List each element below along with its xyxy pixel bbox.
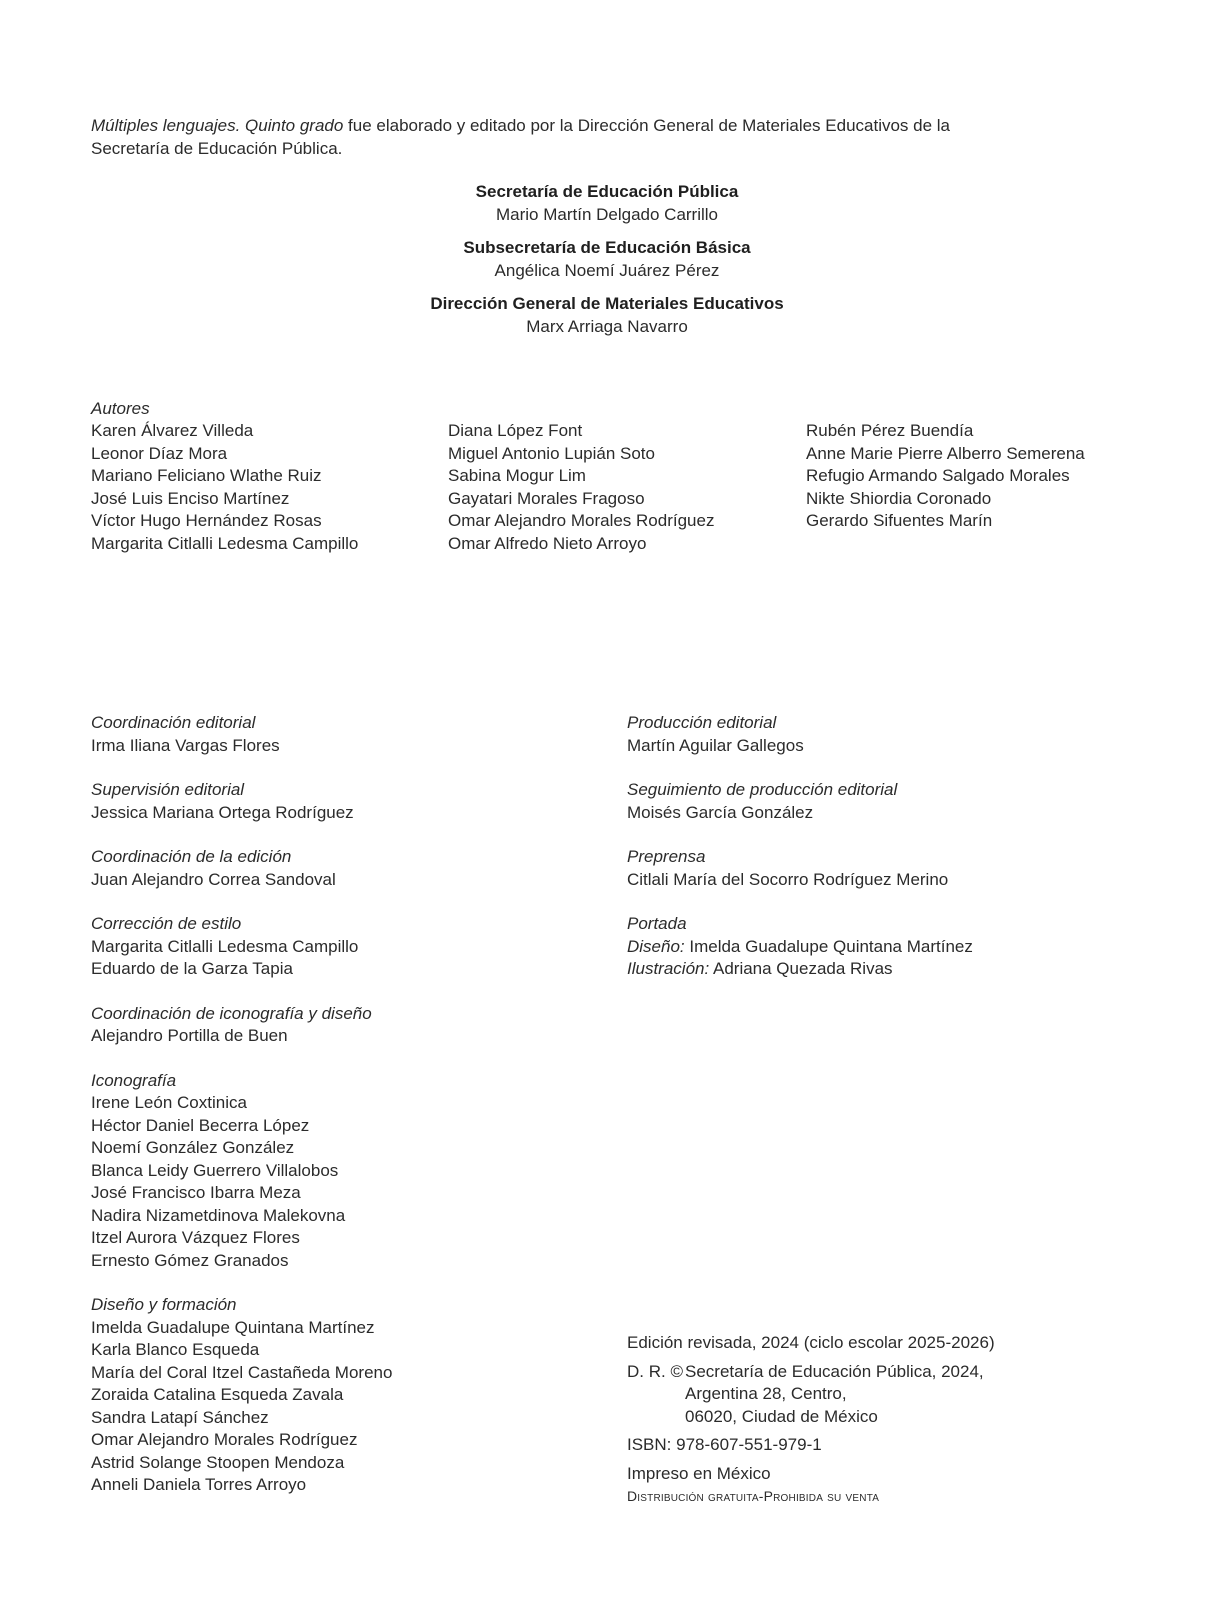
authors-column-2 xyxy=(448,420,714,555)
list-item: Diana López Font xyxy=(448,421,583,440)
list-item: Refugio Armando Salgado Morales xyxy=(806,466,1070,485)
official-title: Secretaría de Educación Pública xyxy=(475,182,739,201)
credit-group xyxy=(91,846,611,891)
credit-group xyxy=(91,1003,611,1048)
credit-name: Anneli Daniela Torres Arroyo xyxy=(91,1475,307,1494)
distribution-note: Distribución gratuita-Prohibida su venta xyxy=(627,1488,880,1504)
credit-label: Coordinación editorial xyxy=(91,713,256,732)
credit-name: Jessica Mariana Ortega Rodríguez xyxy=(91,802,354,822)
officials-block xyxy=(0,181,1214,349)
credit-label: Coordinación de iconografía y diseño xyxy=(91,1003,372,1023)
credit-group xyxy=(91,1294,611,1497)
credit-name: Ernesto Gómez Granados xyxy=(91,1250,289,1270)
official-title: Dirección General de Materiales Educativos xyxy=(430,294,784,313)
list-item: Argentina 28, Centro, xyxy=(685,1384,847,1403)
copyright-prefix: D. R. © xyxy=(627,1361,683,1381)
official-name: Angélica Noemí Juárez Pérez xyxy=(494,260,720,280)
credit-label: Coordinación de la edición xyxy=(91,847,292,866)
intro-paragraph xyxy=(91,115,1031,160)
list-item: Anne Marie Pierre Alberro Semerena xyxy=(806,443,1085,463)
list-item: Nikte Shiordia Coronado xyxy=(806,488,992,508)
credit-name: Moisés García González xyxy=(627,802,814,822)
credit-name: Juan Alejandro Correa Sandoval xyxy=(91,869,336,889)
list-item: José Luis Enciso Martínez xyxy=(91,488,290,508)
credit-label: Seguimiento de producción editorial xyxy=(627,780,898,799)
book-title: Múltiples lenguajes. Quinto grado xyxy=(91,116,344,135)
credit-group xyxy=(627,779,1187,824)
credit-label: Diseño y formación xyxy=(91,1295,237,1314)
illustration-label: Ilustración: xyxy=(627,959,710,978)
list-item: Sabina Mogur Lim xyxy=(448,466,586,485)
portada-design xyxy=(627,936,1187,959)
official-name: Marx Arriaga Navarro xyxy=(526,316,688,336)
credit-group xyxy=(91,1070,611,1273)
credit-name: Imelda Guadalupe Quintana Martínez xyxy=(91,1317,375,1337)
credit-name: Irene León Coxtinica xyxy=(91,1093,247,1112)
list-item: 06020, Ciudad de México xyxy=(685,1406,878,1426)
credit-group xyxy=(91,779,611,824)
illustration-name: Adriana Quezada Rivas xyxy=(709,959,893,978)
list-item: Karen Álvarez Villeda xyxy=(91,421,254,440)
credit-label: Portada xyxy=(627,914,687,933)
credit-name: José Francisco Ibarra Meza xyxy=(91,1183,301,1202)
credit-group xyxy=(91,913,611,981)
credit-name: Irma Iliana Vargas Flores xyxy=(91,735,280,755)
list-item: Leonor Díaz Mora xyxy=(91,443,228,463)
credit-name: Karla Blanco Esqueda xyxy=(91,1340,260,1359)
official-dgme xyxy=(0,293,1214,338)
credit-name: María del Coral Itzel Castañeda Moreno xyxy=(91,1362,393,1382)
credit-name: Eduardo de la Garza Tapia xyxy=(91,959,293,978)
credit-name: Blanca Leidy Guerrero Villalobos xyxy=(91,1160,339,1180)
list-item: Mariano Feliciano Wlathe Ruiz xyxy=(91,466,322,485)
official-sep xyxy=(0,181,1214,226)
credit-name: Citlali María del Socorro Rodríguez Merino xyxy=(627,869,949,889)
authors-label: Autores xyxy=(91,399,150,418)
credit-name: Martín Aguilar Gallegos xyxy=(627,735,804,755)
edition-note: Edición revisada, 2024 (ciclo escolar 2025-2026) xyxy=(627,1333,995,1352)
list-item: Gerardo Sifuentes Marín xyxy=(806,511,993,530)
right-credit-groups xyxy=(627,712,1187,891)
credit-label: Iconografía xyxy=(91,1070,177,1090)
left-credits xyxy=(91,712,611,1519)
list-item: Gayatari Morales Fragoso xyxy=(448,488,645,508)
credit-group xyxy=(627,846,1187,891)
credit-name: Sandra Latapí Sánchez xyxy=(91,1407,269,1427)
credit-name: Itzel Aurora Vázquez Flores xyxy=(91,1228,300,1247)
credit-name: Astrid Solange Stoopen Mendoza xyxy=(91,1452,345,1472)
publication-info xyxy=(627,1332,1187,1508)
credit-group-portada xyxy=(627,913,1187,981)
credit-label: Producción editorial xyxy=(627,713,777,732)
list-item: Omar Alfredo Nieto Arroyo xyxy=(448,533,647,553)
list-item: Omar Alejandro Morales Rodríguez xyxy=(448,511,715,530)
credit-name: Omar Alejandro Morales Rodríguez xyxy=(91,1430,358,1449)
list-item: Secretaría de Educación Pública, 2024, xyxy=(685,1361,984,1381)
list-item: Margarita Citlalli Ledesma Campillo xyxy=(91,533,359,553)
authors-column-3 xyxy=(806,420,1085,533)
credit-name: Alejandro Portilla de Buen xyxy=(91,1026,288,1045)
list-item: Miguel Antonio Lupián Soto xyxy=(448,443,655,463)
design-name: Imelda Guadalupe Quintana Martínez xyxy=(684,936,973,956)
authors-column-1 xyxy=(91,420,358,555)
copyright-block xyxy=(627,1361,1187,1429)
isbn: ISBN: 978-607-551-979-1 xyxy=(627,1435,822,1454)
credit-name: Nadira Nizametdinova Malekovna xyxy=(91,1205,346,1225)
list-item: Víctor Hugo Hernández Rosas xyxy=(91,511,322,530)
credit-group xyxy=(91,712,611,757)
credit-name: Zoraida Catalina Esqueda Zavala xyxy=(91,1385,344,1404)
official-seb xyxy=(0,237,1214,282)
credit-group xyxy=(627,712,1187,757)
credit-name: Héctor Daniel Becerra López xyxy=(91,1115,310,1135)
design-label: Diseño: xyxy=(627,936,685,956)
credit-name: Margarita Citlalli Ledesma Campillo xyxy=(91,936,359,956)
list-item: Rubén Pérez Buendía xyxy=(806,421,974,440)
official-name: Mario Martín Delgado Carrillo xyxy=(495,204,719,224)
credit-label: Preprensa xyxy=(627,847,706,866)
right-credits xyxy=(627,712,1187,1003)
printed-in: Impreso en México xyxy=(627,1463,771,1483)
portada-illustration xyxy=(627,958,1187,981)
credit-label: Supervisión editorial xyxy=(91,780,245,799)
credit-label: Corrección de estilo xyxy=(91,914,242,933)
copyright-lines xyxy=(685,1361,984,1429)
credit-name: Noemí González González xyxy=(91,1138,295,1157)
intro-text: fue elaborado y editado por la Dirección General de Materiales Educativos de la Secretaría de Educación Pública. xyxy=(91,116,951,158)
official-title: Subsecretaría de Educación Básica xyxy=(463,238,751,257)
